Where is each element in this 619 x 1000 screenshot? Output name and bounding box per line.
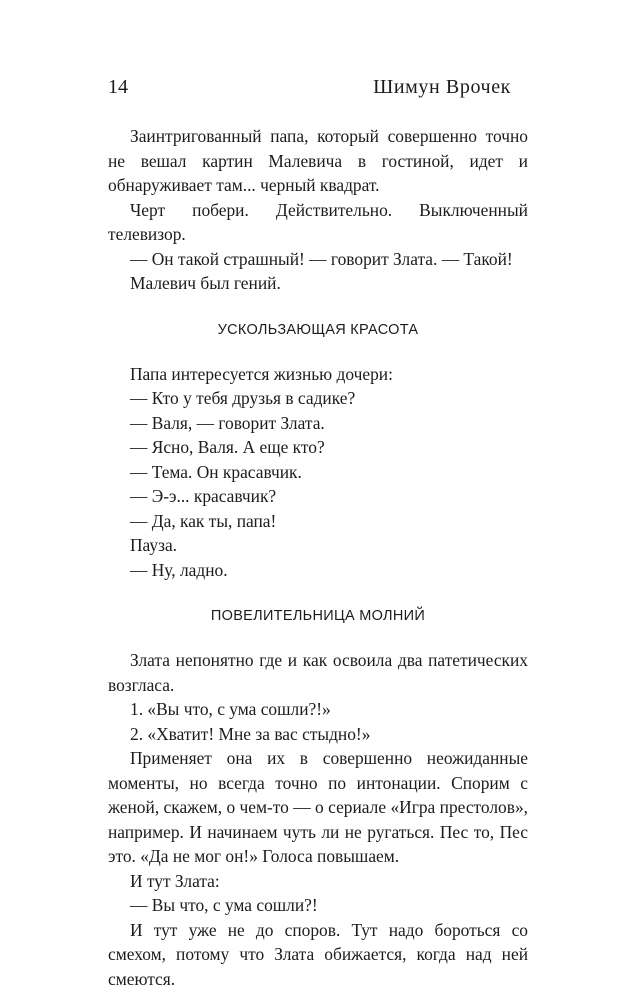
dialogue-line: — Кто у тебя друзья в садике?	[130, 388, 356, 408]
paragraph: Применяет она их в совершенно неожиданные моменты, но всегда точно по интонации. Спорим с женой, скажем, о чем-то — о сериале «Игра престолов», например. И начинаем чуть ли не ругаться. Пес то, Пес это. «Да не мог он!» Голоса повышаем.	[108, 748, 528, 866]
dialogue-line: — Вы что, с ума сошли?!	[130, 895, 318, 915]
page-header	[108, 74, 511, 100]
list-item: 1. «Вы что, с ума сошли?!»	[130, 699, 331, 719]
list-item: 2. «Хватит! Мне за вас стыдно!»	[130, 723, 371, 744]
dialogue-line: — Э-э... красавчик?	[130, 486, 277, 506]
dialogue-line: — Да, как ты, папа!	[130, 510, 277, 531]
paragraph: И тут Злата:	[130, 870, 220, 891]
running-head-author: Шимун Врочек	[373, 76, 511, 98]
paragraph: Злата непонятно где и как освоила два патетических возгласа.	[108, 650, 528, 695]
page-body	[108, 124, 528, 991]
paragraph: — Он такой страшный! — говорит Злата. — Такой!	[130, 248, 513, 269]
section-heading: УСКОЛЬЗАЮЩАЯ КРАСОТА	[217, 321, 419, 338]
paragraph: Заинтригованный папа, который совершенно точно не вешал картин Малевича в гостиной, идет и обнаруживает там... черный квадрат.	[108, 126, 528, 195]
section-heading: ПОВЕЛИТЕЛЬНИЦА МОЛНИЙ	[210, 608, 426, 624]
paragraph: Малевич был гений.	[130, 273, 281, 293]
paragraph: Черт побери. Действительно. Выключенный телевизор.	[108, 199, 528, 244]
dialogue-line: — Ясно, Валя. А еще кто?	[130, 437, 325, 457]
dialogue-line: — Валя, — говорит Злата.	[130, 412, 325, 433]
dialogue-line: — Тема. Он красавчик.	[130, 461, 302, 482]
paragraph: Пауза.	[130, 535, 178, 555]
paragraph: Папа интересуется жизнью дочери:	[130, 363, 393, 384]
dialogue-line: — Ну, ладно.	[130, 559, 228, 580]
page-number: 14	[108, 76, 128, 98]
paragraph: И тут уже не до споров. Тут надо бороться со смехом, потому что Злата обижается, когда над ней смеются.	[108, 919, 528, 989]
